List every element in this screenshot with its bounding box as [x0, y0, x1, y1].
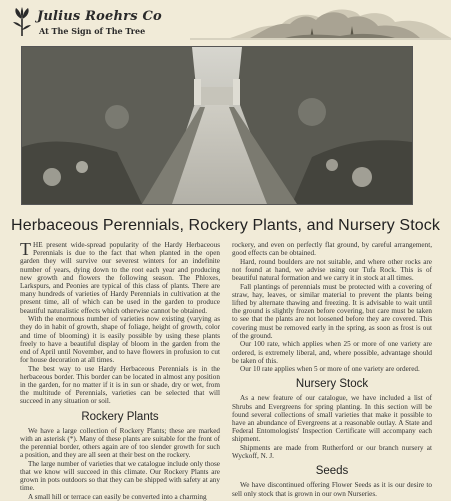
paragraph: The large number of varieties that we catalogue include only those that we know will succeed in this climate. Our Rockery Plants are grown in pots outdoors so that they can be shipped with safety at any time.	[20, 459, 220, 493]
section-heading-nursery: Nursery Stock	[295, 378, 369, 391]
intro-paragraph	[20, 241, 220, 315]
garden-photo-illustration	[22, 47, 412, 204]
paragraph: rockery, and even on perfectly flat ground, by careful arrangement, good effects can be obtained.	[232, 241, 432, 258]
section-heading-rockery: Rockery Plants	[81, 410, 159, 423]
page-title: Herbaceous Perennials, Rockery Plants, and Nursery Stock	[11, 217, 440, 234]
paragraph: Our 100 rate, which applies when 25 or more of one variety are ordered, is extremely liberal, and, where possible, advantage should be taken of this.	[232, 340, 432, 365]
company-name: Julius Roehrs Co	[37, 9, 162, 24]
right-column	[232, 241, 432, 498]
paragraph: Our 10 rate applies when 5 or more of one variety are ordered.	[240, 365, 420, 374]
paragraph: Fall plantings of perennials must be protected with a covering of straw, hay, leaves, or similar material to prevent the plants being lifted by alternate thawing and freezing. It is advisable to wait until the ground is slightly frozen before covering, but care must be taken to see that the plants are not loosened before they are covered. This covering must be removed early in the spring, as soon as frost is out of the ground.	[232, 282, 432, 340]
flower-logo-icon	[9, 7, 35, 37]
section-heading-seeds: Seeds	[315, 465, 349, 478]
garden-path-photo	[21, 46, 413, 205]
company-tagline: At The Sign of The Tree	[39, 26, 146, 36]
paragraph: As a new feature of our catalogue, we have included a list of Shrubs and Evergreens for spring planting. In this section will be found several collections of small varieties that make it possible to have an abundance of Evergreens at a reasonable outlay. A State and Federal Entomologists' Inspection Certificate will accompany each shipment.	[232, 394, 432, 444]
paragraph: We have a large collection of Rockery Plants; these are marked with an asterisk (*). Many of these plants are suitable for the front of the perennial border, others again are of too slender growth for such a position, and they are all seen at their best on the rockery.	[20, 426, 220, 460]
page-header	[0, 0, 451, 44]
company-logo	[9, 7, 199, 39]
paragraph: The best way to use Hardy Herbaceous Perennials is in the herbaceous border. This border can be located in almost any position in the garden, for no matter if it is in sun or shade, dry or wet, from the multitude of Perennials, varieties can be selected that will succeed in any situation or soil.	[20, 364, 220, 406]
paragraph: With the enormous number of varieties now existing (varying as they do in habit of growth, shape of foliage, height of growth, color and time of blooming) it is easily possible by using these plants freely to have a beautiful display of bloom in the garden from the end of April until November, and to have flowers in profusion to cut for house decoration at all times.	[20, 315, 220, 365]
dropcap: T	[20, 239, 31, 259]
paragraph: A small hill or terrace can easily be converted into a charming	[28, 492, 207, 501]
paragraph: Hard, round boulders are not suitable, and where other rocks are not found at hand, we advise using our Tufa Rock. This is of beautiful natural formation and we carry it in stock at all times.	[232, 257, 432, 283]
intro-text: HE present wide-spread popularity of the Hardy Herbaceous Perennials is due to the fact that when planted in the open garden they will survive our severest winters for an indefinite number of years, dying down to the root each year and producing new growth and flowers the following season. The Phloxes, Larkspurs, and Peonies are typical of this class of plants. There are many hundreds of varieties of Hardy Perennials in cultivation at the present time, all of which can be used in the garden to produce beautiful naturalistic effects which otherwise cannot be obtained.	[20, 241, 220, 315]
left-column	[20, 241, 220, 501]
tree-vignette	[190, 2, 451, 40]
paragraph: We have discontinued offering Flower Seeds as it is our desire to sell only stock that is grown in our own Nurseries.	[232, 481, 432, 498]
paragraph: Shipments are made from Rutherford or our branch nursery at Wyckoff, N. J.	[232, 443, 432, 461]
